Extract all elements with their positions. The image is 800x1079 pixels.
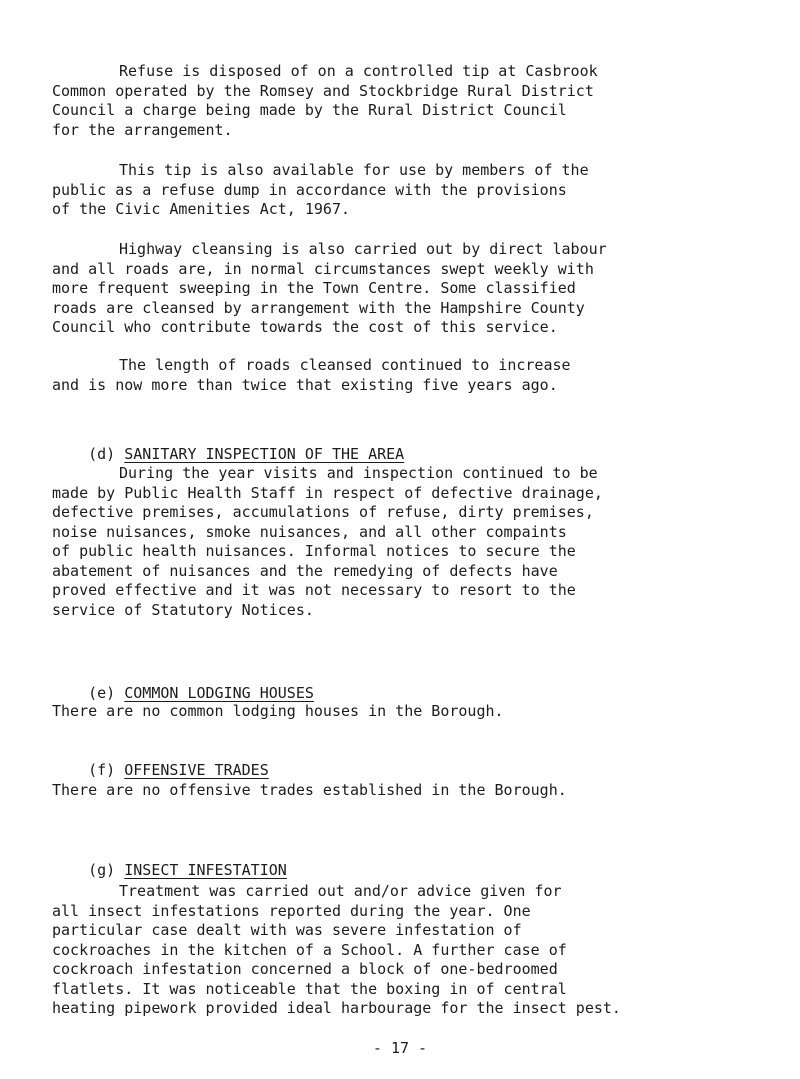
- insect-infestation-paragraph: Treatment was carried out and/or advice given for all insect infestations reported during the year. One particular case dealt with was severe infestation of cockroaches in the kitchen of a School. A further case of cockroach infestation concerned a block of one-bedroomed flatlets. It was noticeable that the boxing in of central heating pipework provided ideal harbourage for the insect pest.: [52, 882, 621, 1017]
- section-title: SANITARY INSPECTION OF THE AREA: [124, 445, 405, 463]
- section-title: INSECT INFESTATION: [124, 861, 287, 879]
- section-letter: (g): [88, 861, 116, 879]
- common-lodging-houses-text: There are no common lodging houses in the Borough.: [52, 702, 504, 720]
- section-title: COMMON LODGING HOUSES: [124, 684, 314, 702]
- refuse-disposal-paragraph: Refuse is disposed of on a controlled tip at Casbrook Common operated by the Romsey and Stockbridge Rural District Council a charge being made by the Rural District Council for the arrangement.: [52, 62, 598, 139]
- offensive-trades-text: There are no offensive trades established in the Borough.: [52, 781, 567, 799]
- highway-cleansing-paragraph: Highway cleansing is also carried out by direct labour and all roads are, in normal circumstances swept weekly with more frequent sweeping in the Town Centre. Some classified roads are cleansed by arrangement with the Hampshire County Council who contribute towards the cost of this service.: [52, 240, 607, 336]
- section-letter: (e): [88, 684, 116, 702]
- section-letter: (f): [88, 761, 116, 779]
- civic-amenities-paragraph: This tip is also available for use by members of the public as a refuse dump in accordance with the provisions of the Civic Amenities Act, 1967.: [52, 161, 589, 218]
- roads-length-paragraph: The length of roads cleansed continued to increase and is now more than twice that existing five years ago.: [52, 356, 571, 394]
- section-letter: (d): [88, 445, 116, 463]
- section-title: OFFENSIVE TRADES: [124, 761, 269, 779]
- sanitary-inspection-paragraph: During the year visits and inspection continued to be made by Public Health Staff in respect of defective drainage, defective premises, accumulations of refuse, dirty premises, noise nuisances, smoke nuisances, and all other compaints of public health nuisances. Informal notices to secure the abatement of nuisances and the remedying of defects have proved effective and it was not necessary to resort to the service of Statutory Notices.: [52, 464, 603, 619]
- page-number: - 17 -: [372, 1039, 428, 1057]
